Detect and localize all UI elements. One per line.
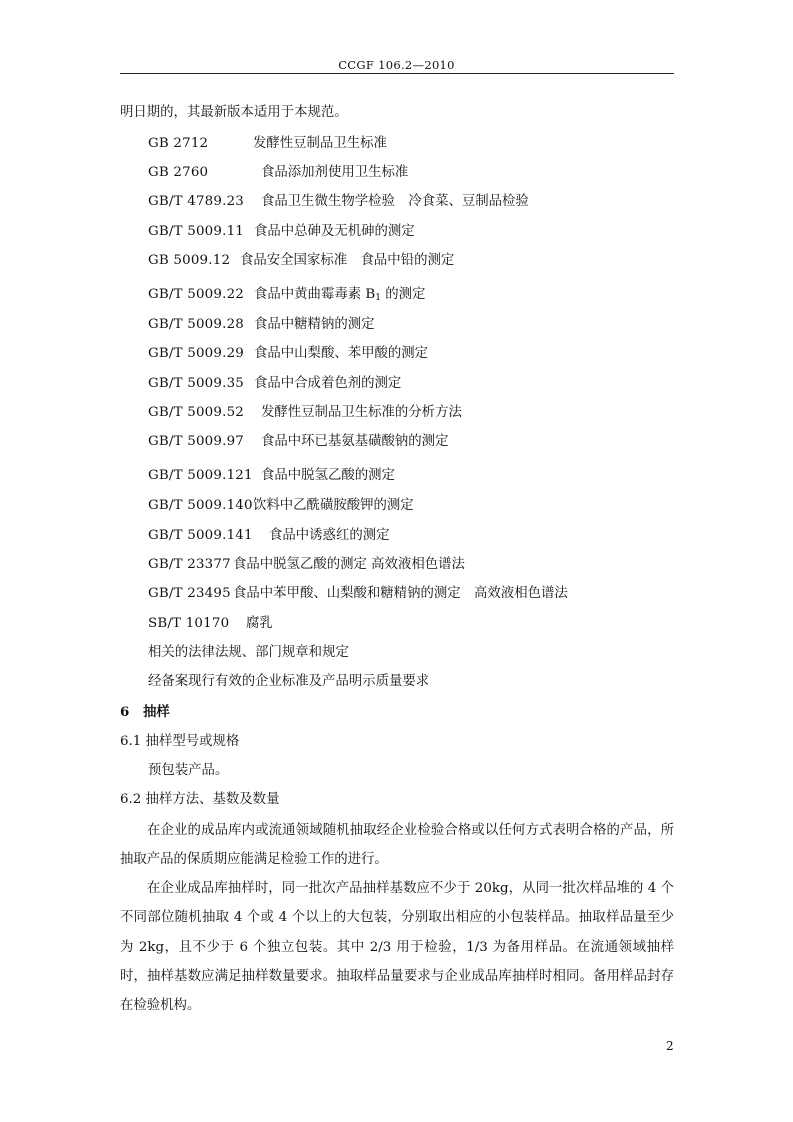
section-number: 6 <box>120 704 130 720</box>
ref-item <box>148 252 455 270</box>
ref-item <box>148 223 415 241</box>
ref-code: GB/T 5009.121 <box>148 468 253 483</box>
ref-title: 食品中总砷及无机砷的测定 <box>254 224 415 239</box>
ref-item <box>148 585 568 603</box>
ref-item <box>148 527 390 545</box>
ref-code: GB/T 5009.140 <box>148 498 253 513</box>
ref-code: GB/T 23377 <box>148 557 231 572</box>
header-rule <box>120 73 674 74</box>
ref-item <box>148 375 402 393</box>
ref-code: GB/T 5009.28 <box>148 317 245 332</box>
section-title: 抽样 <box>143 704 170 720</box>
section-6-heading <box>120 703 170 721</box>
ref-title: 食品中黄曲霉毒素 $B_1$ 的测定 <box>254 287 426 303</box>
ref-title: 食品中脱氢乙酸的测定 高效液相色谱法 <box>233 557 465 572</box>
ref-title: 食品卫生微生物学检验 冷食菜、豆制品检验 <box>261 194 529 209</box>
ref-code: GB 5009.12 <box>148 253 231 268</box>
ref-code: GB/T 23495 <box>148 586 231 601</box>
ref-code: SB/T 10170 <box>148 616 230 631</box>
ref-title: 食品安全国家标准 食品中铅的测定 <box>240 253 455 268</box>
ref-title: 食品中糖精钠的测定 <box>254 317 375 332</box>
ref-title: 食品中合成着色剂的测定 <box>254 376 402 391</box>
ref-item <box>148 497 414 515</box>
ref-item <box>148 433 449 451</box>
running-header: CCGF 106.2—2010 <box>338 58 455 72</box>
ref-title: 食品添加剂使用卫生标准 <box>261 165 409 180</box>
ref-item <box>148 404 462 422</box>
ref-title: 食品中环已基氨基磺酸钠的测定 <box>261 434 449 449</box>
ref-item <box>148 193 529 211</box>
ref-title: 发酵性豆制品卫生标准的分析方法 <box>261 405 462 420</box>
ref-item <box>148 286 426 304</box>
ref-code: GB/T 4789.23 <box>148 194 245 209</box>
page-number: 2 <box>666 1039 674 1053</box>
ref-title: 发酵性豆制品卫生标准 <box>253 136 387 151</box>
ref-title: 食品中苯甲酸、山梨酸和糖精钠的测定 高效液相色谱法 <box>233 586 568 601</box>
ref-code: GB/T 5009.11 <box>148 224 245 239</box>
ref-title: 食品中诱惑红的测定 <box>269 528 390 543</box>
paragraph-6-2-2: 在企业成品库抽样时，同一批次产品抽样基数应不少于 20kg，从同一批次样品堆的 4 个不同部位随机抽取 4 个或 4 个以上的大包装，分别取出相应的小包装样品。抽取样品量至少为 2kg，且不少于 6 个独立包装。其中 2/3 用于检验，1/3 为备用样品。在流通领域抽样时，抽样基数应满足抽样数量要求。抽取样品量要求与企业成品库抽样时相同。备用样品封存在检验机构。 <box>120 881 674 1014</box>
extra-ref-laws: 相关的法律法规、部门规章和规定 <box>148 645 349 660</box>
paragraph-6-2-1: 在企业的成品库内或流通领域随机抽取经企业检验合格或以任何方式表明合格的产品，所抽取产品的保质期应能满足检验工作的进行。 <box>120 823 674 868</box>
ref-code: GB/T 5009.52 <box>148 405 245 420</box>
ref-code: GB/T 5009.22 <box>148 287 245 302</box>
ref-title: 腐乳 <box>246 616 273 631</box>
ref-item <box>148 345 429 363</box>
ref-code: GB/T 5009.141 <box>148 528 253 543</box>
ref-item <box>148 467 395 485</box>
ref-title: 食品中山梨酸、苯甲酸的测定 <box>254 346 429 361</box>
ref-code: GB/T 5009.35 <box>148 376 245 391</box>
extra-ref-enterprise-standards: 经备案现行有效的企业标准及产品明示质量要求 <box>148 674 430 689</box>
ref-item <box>148 135 387 153</box>
ref-code: GB 2712 <box>148 136 209 151</box>
ref-item <box>148 164 409 182</box>
intro-text: 明日期的，其最新版本适用于本规范。 <box>120 105 348 120</box>
ref-item <box>148 615 273 633</box>
ref-item <box>148 556 465 574</box>
subsection-6-2-heading: 6.2 抽样方法、基数及数量 <box>120 792 280 807</box>
ref-code: GB/T 5009.97 <box>148 434 245 449</box>
ref-item <box>148 316 375 334</box>
subsection-6-1-heading: 6.1 抽样型号或规格 <box>120 734 240 749</box>
subsection-6-1-text: 预包装产品。 <box>148 763 229 778</box>
ref-code: GB 2760 <box>148 165 209 180</box>
ref-title: 饮料中乙酰磺胺酸钾的测定 <box>253 498 414 513</box>
ref-code: GB/T 5009.29 <box>148 346 245 361</box>
ref-title: 食品中脱氢乙酸的测定 <box>261 468 395 483</box>
